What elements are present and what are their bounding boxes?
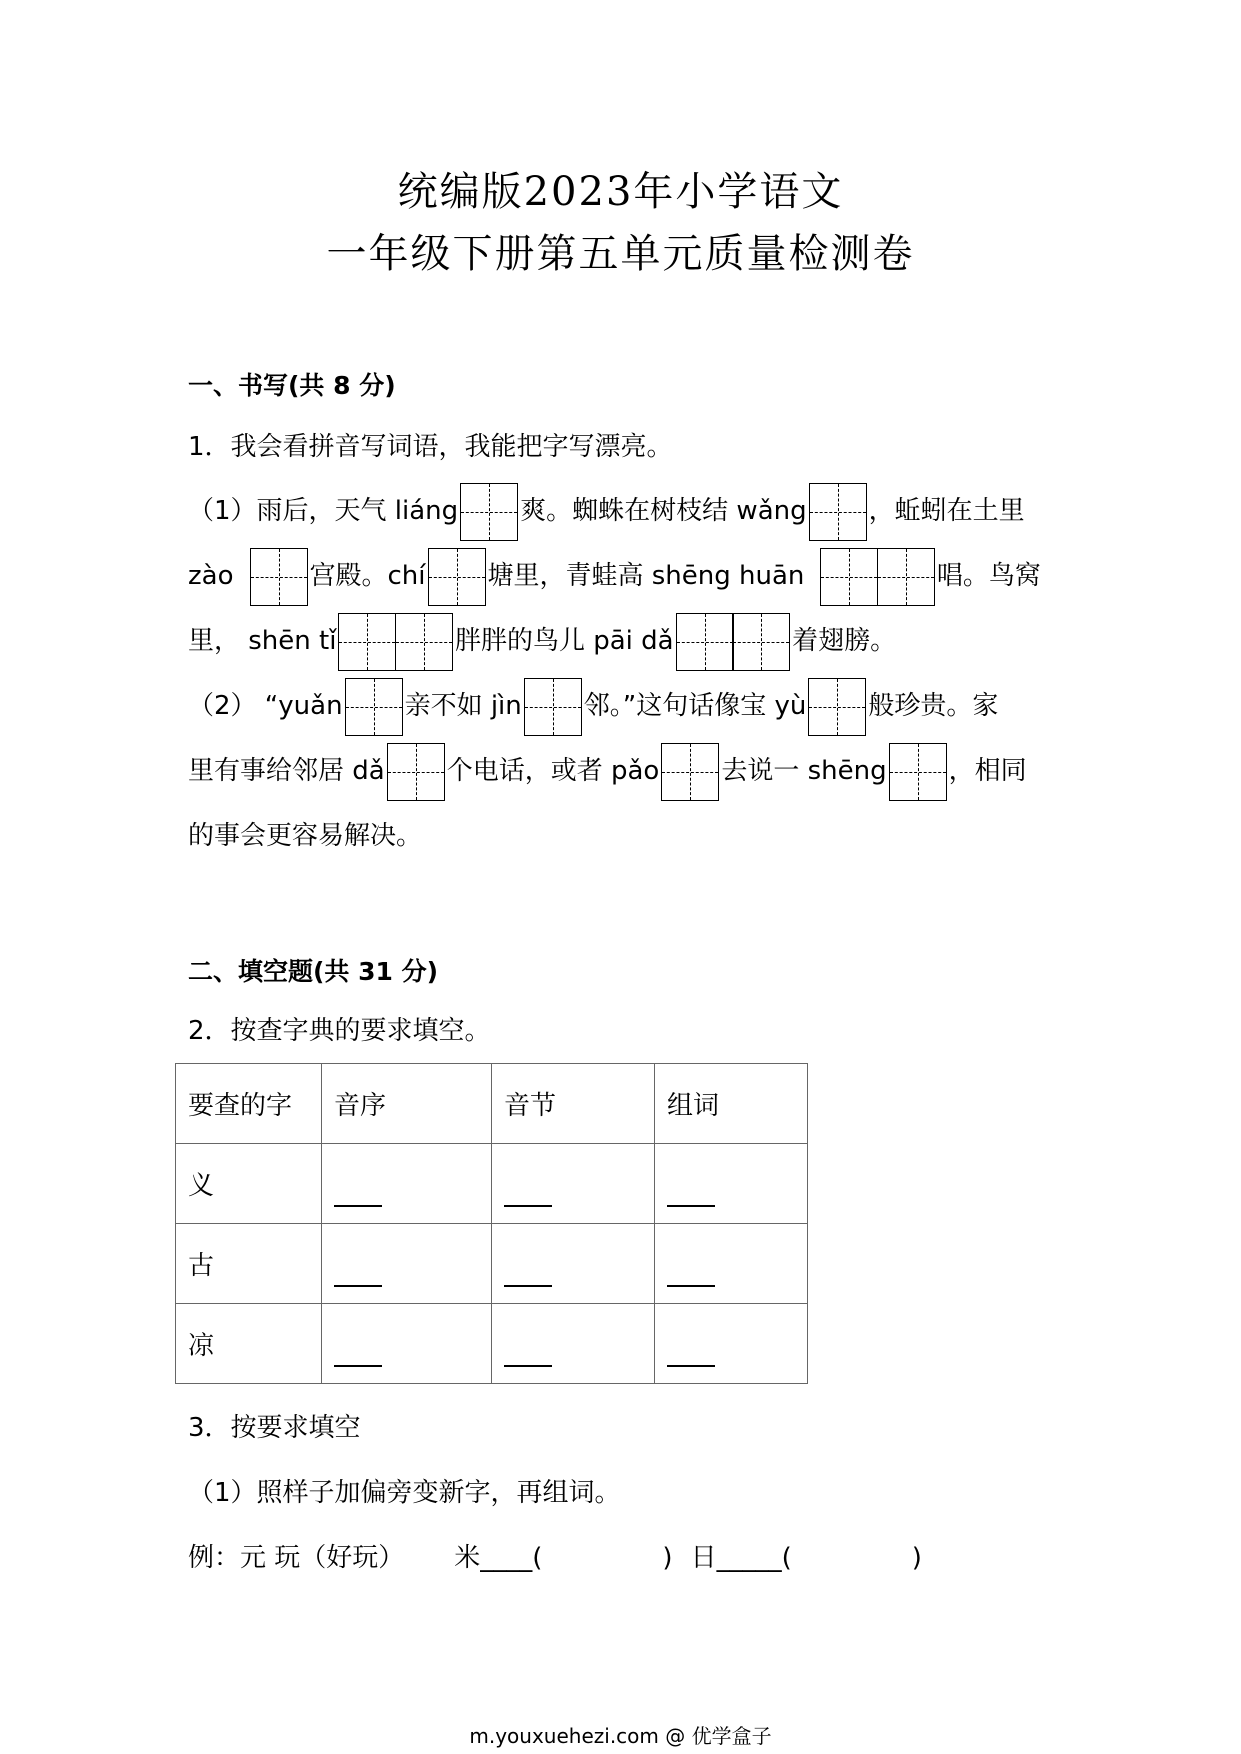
passage2-line3: 的事会更容易解决。 [188,821,423,851]
passage2-line1: （2） “yuǎn 亲不如 jìn 邻。”这句话像宝 yù 般珍贵。家 [188,675,998,737]
dictionary-table [175,1063,808,1384]
table-row [176,1224,808,1304]
tianzige-box[interactable] [250,548,308,606]
answer-cell[interactable] [492,1304,655,1384]
passage1-line3: 里， shēn tǐ 胖胖的鸟儿 pāi dǎ 着翅膀。 [188,610,896,672]
question-2: 2．按查字典的要求填空。 [188,1016,491,1046]
answer-cell[interactable] [492,1224,655,1304]
tianzige-box[interactable] [808,678,866,736]
answer-cell[interactable] [322,1304,492,1384]
example-item2[interactable]: 日_____( [690,1543,792,1573]
tianzige-box-double[interactable] [338,613,453,671]
answer-cell[interactable] [655,1224,808,1304]
footer-watermark: m.youxuehezi.com @ 优学盒子 [469,1724,772,1748]
answer-cell[interactable] [492,1144,655,1224]
example-label: 例：元 玩（好玩） [188,1543,405,1573]
title-line2: 一年级下册第五单元质量检测卷 [326,231,915,277]
header-cell: 音序 [322,1064,492,1144]
tianzige-box[interactable] [387,743,445,801]
char-cell: 凉 [176,1304,322,1384]
question-1: 1．我会看拼音写词语，我能把字写漂亮。 [188,432,673,462]
header-cell: 音节 [492,1064,655,1144]
table-header-row [176,1064,808,1144]
passage1-line1: （1）雨后，天气 liáng 爽。蜘蛛在树枝结 wǎng ，蚯蚓在土里 [188,480,1025,542]
tianzige-box[interactable] [889,743,947,801]
title-line1: 统编版2023年小学语文 [397,169,844,215]
tianzige-box-double[interactable] [676,613,791,671]
header-cell: 要查的字 [176,1064,322,1144]
answer-cell[interactable] [655,1304,808,1384]
char-cell: 古 [176,1224,322,1304]
tianzige-box[interactable] [428,548,486,606]
table-row [176,1144,808,1224]
tianzige-box[interactable] [661,743,719,801]
example-item1[interactable]: 米____( [454,1543,543,1573]
answer-cell[interactable] [322,1224,492,1304]
example-line: 例：元 玩（好玩） 米____( ) 日_____( ) [188,1543,922,1573]
answer-cell[interactable] [322,1144,492,1224]
tianzige-box[interactable] [524,678,582,736]
passage1-line2: zào 宫殿。chí 塘里，青蛙高 shēng huān 唱。鸟窝 [188,545,1041,607]
passage2-line2: 里有事给邻居 dǎ 个电话，或者 pǎo 去说一 shēng ，相同 [188,740,1027,802]
answer-cell[interactable] [655,1144,808,1224]
section2-heading: 二、填空题(共 31 分) [188,957,439,986]
question-3-1: （1）照样子加偏旁变新字，再组词。 [188,1478,621,1508]
section1-heading: 一、书写(共 8 分) [188,371,396,400]
tianzige-box-double[interactable] [820,548,935,606]
header-cell: 组词 [655,1064,808,1144]
tianzige-box[interactable] [460,483,518,541]
char-cell: 义 [176,1144,322,1224]
tianzige-box[interactable] [809,483,867,541]
tianzige-box[interactable] [345,678,403,736]
question-3: 3．按要求填空 [188,1413,361,1443]
table-row [176,1304,808,1384]
